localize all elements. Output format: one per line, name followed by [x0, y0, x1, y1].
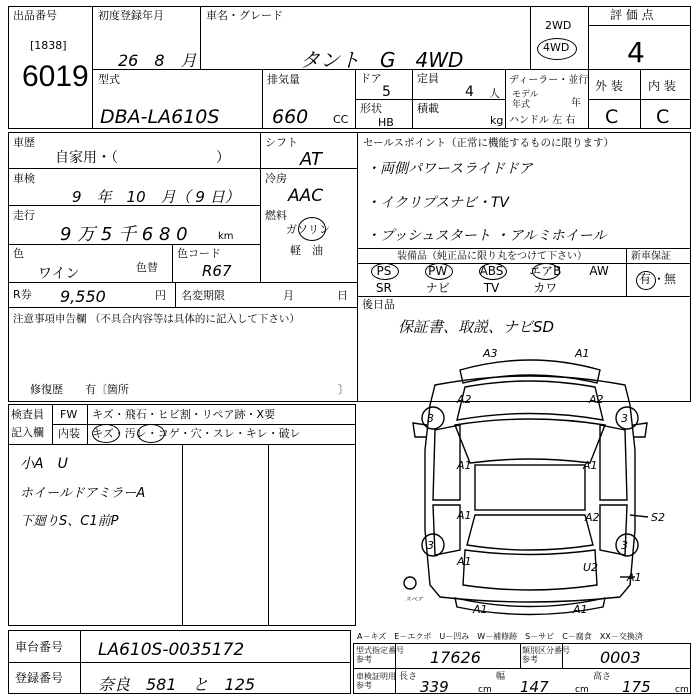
- lot-number: 6019: [22, 60, 89, 93]
- plate-value: 奈良 581 と 125: [98, 675, 256, 694]
- height-value: 175: [622, 678, 651, 696]
- equipment-item: SR: [375, 280, 392, 295]
- rating-value: 4: [627, 36, 645, 69]
- equipment-item: カワ: [533, 280, 558, 295]
- rating-label: 評 価 点: [610, 8, 654, 22]
- damage-mark: A1: [473, 603, 488, 616]
- type-cert-value: 17626: [430, 648, 481, 667]
- model-year-label: モデル 年式: [512, 90, 539, 110]
- equipment-circle: [371, 263, 399, 280]
- equipment-item: PW: [428, 264, 448, 278]
- ac-label: 冷房: [265, 172, 287, 185]
- car-damage-diagram: [365, 345, 695, 620]
- height-cm: cm: [675, 685, 689, 695]
- int-items: キズ・汚レ・コゲ・穴・スレ・キレ・破レ: [92, 427, 301, 440]
- equipment-item: エアB: [529, 264, 562, 278]
- accessories-label: 後日品: [362, 298, 395, 311]
- equipment-item: PS: [376, 264, 392, 278]
- history-label: 車歴: [13, 136, 35, 149]
- ac-value: AAC: [288, 186, 324, 206]
- damage-mark: A1: [627, 571, 642, 584]
- damage-mark: A1: [457, 509, 472, 522]
- lot-code: [1838]: [30, 39, 67, 52]
- chassis-label: 車台番号: [15, 640, 64, 654]
- inspector-note-2: ホイールドアミラーA: [20, 486, 146, 501]
- fw-label: FW: [60, 408, 78, 421]
- sales-title: セールスポイント（正常に機能するものに限ります）: [363, 137, 615, 149]
- load-label: 積載: [417, 102, 439, 115]
- mileage-unit: km: [218, 231, 234, 242]
- warranty-yes: 有: [639, 272, 652, 286]
- name-change-label: 名変期限: [181, 289, 225, 302]
- warranty-sep: ・: [653, 272, 666, 286]
- height-label: 高さ: [593, 672, 612, 682]
- displacement-label: 排気量: [267, 73, 300, 86]
- sales-point-2: ・イクリプスナビ・TV: [366, 195, 510, 211]
- damage-mark: A3: [483, 347, 498, 360]
- damage-mark: A1: [457, 459, 472, 472]
- lot-label: 出品番号: [13, 9, 57, 22]
- first-reg-label: 初度登録年月: [98, 9, 164, 22]
- dealer-label: ディーラー・並行: [509, 75, 589, 86]
- color-change-label: 色替: [136, 261, 158, 274]
- name-grade-value: タント G 4WD: [300, 48, 464, 72]
- damage-mark: A2: [589, 393, 604, 406]
- equipment-circle: [425, 263, 453, 280]
- equipment-title: 装備品（純正品に限り丸をつけて下さい）: [397, 251, 587, 262]
- fuel-diesel: 軽 油: [290, 244, 323, 257]
- type-cert-label: 型式指定番号 参考: [356, 646, 404, 664]
- history-value: 自家用・（ ）: [55, 150, 230, 166]
- shape-value: HB: [378, 116, 394, 129]
- equipment-circle: [479, 263, 507, 280]
- damage-mark: 3: [427, 412, 434, 425]
- dims-label: 車検証明用 参考: [356, 672, 396, 690]
- model-value: DBA-LA610S: [100, 106, 220, 128]
- model-label: 型式: [98, 73, 120, 86]
- inspector-label-1: 検査員: [11, 408, 44, 421]
- int-label: 内装: [58, 427, 80, 440]
- repair-close: 〕: [338, 383, 349, 396]
- length-cm: cm: [478, 685, 492, 695]
- repair-label: 修復歴 有〔箇所: [30, 383, 129, 396]
- legend: A－キズ E－エクボ U－凹み W－補修跡 S－サビ C－腐食 XX－交換済: [357, 632, 643, 641]
- color-code-value: R67: [202, 262, 232, 280]
- width-value: 147: [520, 678, 549, 696]
- mileage-value: 9 万 5 千 6 8 0: [60, 224, 188, 245]
- int-scratch-circle: [92, 424, 120, 443]
- exterior-label: 外 装: [595, 79, 623, 93]
- drive-4wd: 4WD: [543, 41, 570, 54]
- interior-value: C: [656, 106, 670, 128]
- first-reg-value: 26 8 月: [118, 51, 197, 70]
- load-unit: kg: [490, 114, 504, 127]
- damage-mark: A2: [457, 393, 472, 406]
- damage-mark: A1: [575, 347, 590, 360]
- equipment-item: AW: [589, 264, 609, 278]
- capacity-unit: 人: [489, 87, 500, 100]
- color-label: 色: [13, 247, 24, 260]
- inspector-label-2: 記入欄: [11, 426, 44, 439]
- equipment-item: TV: [483, 280, 500, 295]
- shift-value: AT: [300, 149, 322, 170]
- damage-mark: A2: [585, 511, 600, 524]
- inspector-note-1: 小A U: [20, 456, 68, 472]
- equipment-item: ナビ: [425, 280, 450, 295]
- accessories-value: 保証書、取説、ナビSD: [398, 318, 555, 336]
- inspection-label: 車検: [13, 172, 35, 185]
- handle-label: ハンドル 左 右: [509, 115, 576, 126]
- damage-mark: 3: [427, 539, 434, 552]
- name-grade-label: 車名・グレード: [206, 9, 283, 22]
- capacity-label: 定員: [417, 72, 439, 85]
- damage-mark: A1: [573, 603, 588, 616]
- recycle-unit: 円: [155, 289, 166, 302]
- width-label: 幅: [496, 672, 506, 682]
- displacement-value: 660: [272, 106, 309, 128]
- day-label: 日: [337, 289, 348, 302]
- inspection-value: 9 年 10 月（ 9 日）: [72, 188, 240, 206]
- year-unit: 年: [571, 98, 581, 109]
- color-value: ワイン: [38, 266, 80, 282]
- damage-mark: A1: [583, 459, 598, 472]
- chassis-value: LA610S-0035172: [98, 640, 245, 660]
- damage-mark: スペア: [405, 596, 424, 603]
- length-value: 339: [420, 678, 449, 696]
- fuel-gas: ガソリン: [286, 223, 330, 236]
- fw-items: キズ・飛石・ヒビ割・リペア跡・X要: [92, 408, 276, 421]
- damage-mark: 3: [621, 412, 628, 425]
- warranty-no: 無: [664, 272, 677, 286]
- damage-mark: U2: [583, 561, 599, 574]
- door-label: ドア: [360, 72, 382, 85]
- recycle-label: R券: [13, 288, 32, 301]
- inspector-note-3: 下廻りS、C1前P: [20, 514, 119, 529]
- shape-label: 形状: [360, 102, 382, 115]
- exterior-value: C: [605, 106, 619, 128]
- displacement-unit: CC: [333, 113, 349, 126]
- class-label: 類別区分番号 参考: [522, 646, 570, 664]
- mileage-label: 走行: [13, 209, 35, 222]
- capacity-value: 4: [465, 84, 474, 100]
- plate-label: 登録番号: [15, 671, 64, 685]
- drive-2wd: 2WD: [545, 19, 572, 32]
- damage-mark: A1: [457, 555, 472, 568]
- color-code-label: 色コード: [177, 247, 221, 260]
- interior-label: 内 装: [648, 79, 676, 93]
- new-car-warranty-label: 新車保証: [631, 251, 671, 262]
- int-dirt-circle: [137, 424, 165, 443]
- damage-mark: 3: [621, 539, 628, 552]
- fuel-label: 燃料: [265, 209, 287, 222]
- equipment-item: ABS: [479, 264, 504, 278]
- length-label: 長さ: [399, 672, 418, 682]
- width-cm: cm: [575, 685, 589, 695]
- sales-point-3: ・プッシュスタート ・アルミホイール: [366, 228, 607, 244]
- class-value: 0003: [600, 648, 641, 667]
- door-value: 5: [382, 84, 391, 100]
- shift-label: シフト: [265, 136, 298, 149]
- month-label: 月: [283, 289, 294, 302]
- sales-point-1: ・両側パワースライドドア: [366, 161, 533, 177]
- damage-mark: S2: [651, 511, 665, 524]
- recycle-value: 9,550: [60, 287, 106, 306]
- notes-title: 注意事項申告欄 （不具合内容等は具体的に記入して下さい）: [13, 313, 300, 325]
